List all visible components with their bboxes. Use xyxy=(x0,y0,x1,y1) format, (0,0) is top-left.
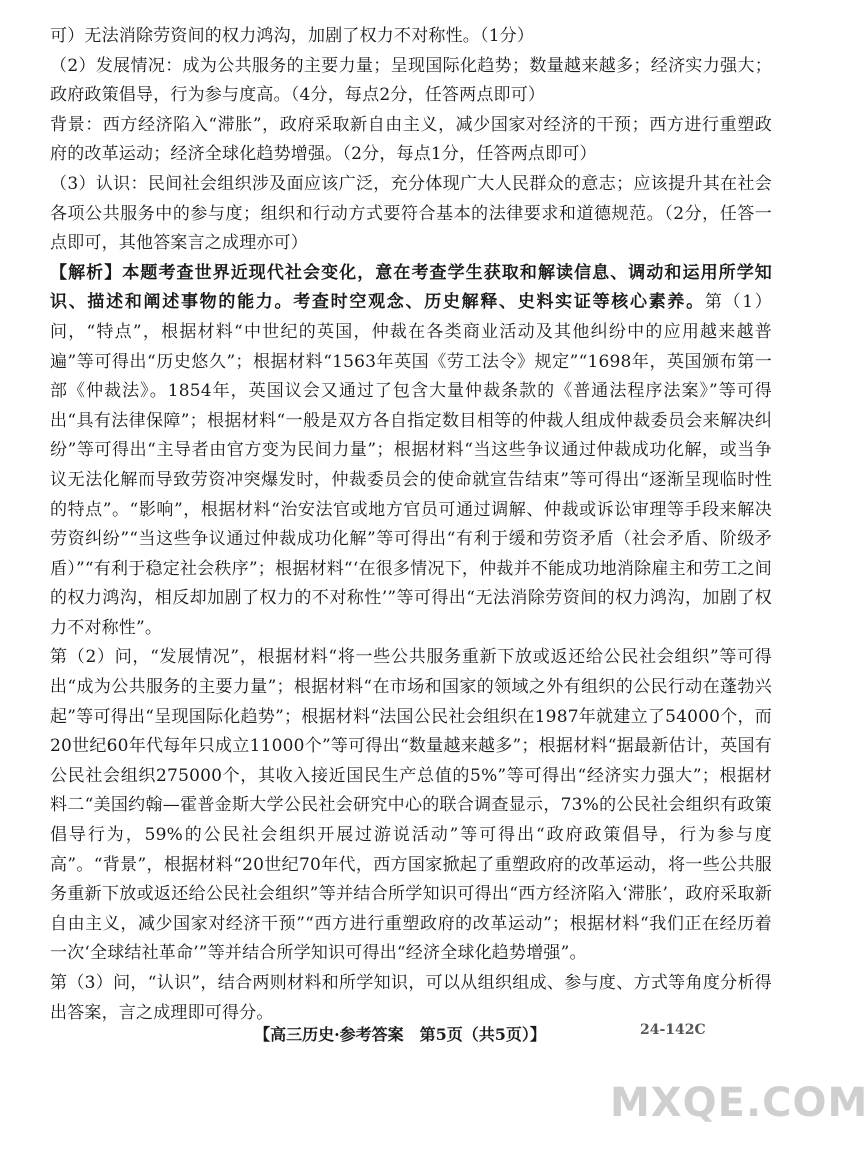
answer-1-tail: 可）无法消除劳资间的权力鸿沟，加剧了权力不对称性。（1分） xyxy=(50,26,535,46)
analysis-question-2: 第（2）问，“发展情况”，根据材料“将一些公共服务重新下放或返还给公民社会组织”等可得出“成为公共服务的主要力量”；根据材料“在市场和国家的领域之外有组织的公民行动在蓬勃兴起”等可得出“呈现国际化趋势”；根据材料“法国公民社会组织在1987年就建立了54000个，而20世纪60年代每年只成立11000个”等可得出“数量越来越多”；根据材料“据最新估计，英国有公民社会组织275000个，其收入接近国民生产总值的5%”等可得出“经济实力强大”；根据材料二“美国约翰—霍普金斯大学公民社会研究中心的联合调查显示，73%的公民社会组织有政策倡导行为，59%的公民社会组织开展过游说活动”等可得出“政府政策倡导，行为参与度高”。“背景”，根据材料“20世纪70年代，西方国家掀起了重塑政府的改革运动，将一些公共服务重新下放或返还给公民社会组织”等并结合所学知识可得出“西方经济陷入‘滞胀’，政府采取新自由主义，减少国家对经济干预”“西方进行重塑政府的改革运动”；根据材料“我们正在经历着一次‘全球结社革命’”等并结合所学知识可得出“经济全球化趋势增强”。 xyxy=(50,647,772,964)
answer-2-background: 背景：西方经济陷入“滞胀”，政府采取新自由主义，减少国家对经济的干预；西方进行重塑政府的改革运动；经济全球化趋势增强。（2分，每点1分，任答两点即可） xyxy=(50,114,772,165)
analysis-label: 【解析】 xyxy=(50,262,123,283)
site-watermark: MXQE.COM xyxy=(610,1080,868,1126)
answer-2-development: （2）发展情况：成为公共服务的主要力量；呈现国际化趋势；数量越来越多；经济实力强大；政府政策倡导，行为参与度高。（4分，每点2分，任答两点即可） xyxy=(50,55,772,106)
analysis-paragraph-1 xyxy=(50,259,772,644)
analysis-intro: 本题考查世界近现代社会变化，意在考查学生获取和解读信息、调动和运用所学知识、描述和阐述事物的能力。考查时空观念、历史解释、史料实证等核心素养。 xyxy=(50,262,772,313)
analysis-question-1: 第（1）问，“特点”，根据材料“中世纪的英国，仲裁在各类商业活动及其他纠纷中的应用越来越普遍”等可得出“历史悠久”；根据材料“1563年英国《劳工法令》规定”“1698年，英国颁布第一部《仲裁法》。1854年，英国议会又通过了包含大量仲裁条款的《普通法程序法案》”等可得出“具有法律保障”；根据材料“一般是双方各自指定数目相等的仲裁人组成仲裁委员会来解决纠纷”等可得出“主导者由官方变为民间力量”；根据材料“当这些争议通过仲裁成功化解，或当争议无法化解而导致劳资冲突爆发时，仲裁委员会的使命就宣告结束”等可得出“逐渐呈现临时性的特点”。“影响”，根据材料“治安法官或地方官员可通过调解、仲裁或诉讼审理等手段来解决劳资纠纷”“当这些争议通过仲裁成功化解”等可得出“有利于缓和劳资矛盾（社会矛盾、阶级矛盾）”“有利于稳定社会秩序”；根据材料“‘在很多情况下，仲裁并不能成功地消除雇主和劳工之间的权力鸿沟，相反却加剧了权力的不对称性’”等可得出“无法消除劳资间的权力鸿沟，加剧了权力不对称性”。 xyxy=(50,292,772,638)
page-footer: 【高三历史·参考答案 第5页（共5页）】 xyxy=(254,1025,546,1044)
answer-content xyxy=(50,22,772,1028)
answer-3-understanding: （3）认识：民间社会组织涉及面应该广泛，充分体现广大人民群众的意志；应该提升其在社会各项公共服务中的参与度；组织和行动方式要符合基本的法律要求和道德规范。（2分，任答一点即可，其他答案言之成理亦可） xyxy=(50,173,772,254)
paper-code: 24-142C xyxy=(640,1022,706,1038)
analysis-question-3: 第（3）问，“认识”，结合两则材料和所学知识，可以从组织组成、参与度、方式等角度分析得出答案，言之成理即可得分。 xyxy=(50,973,772,1023)
